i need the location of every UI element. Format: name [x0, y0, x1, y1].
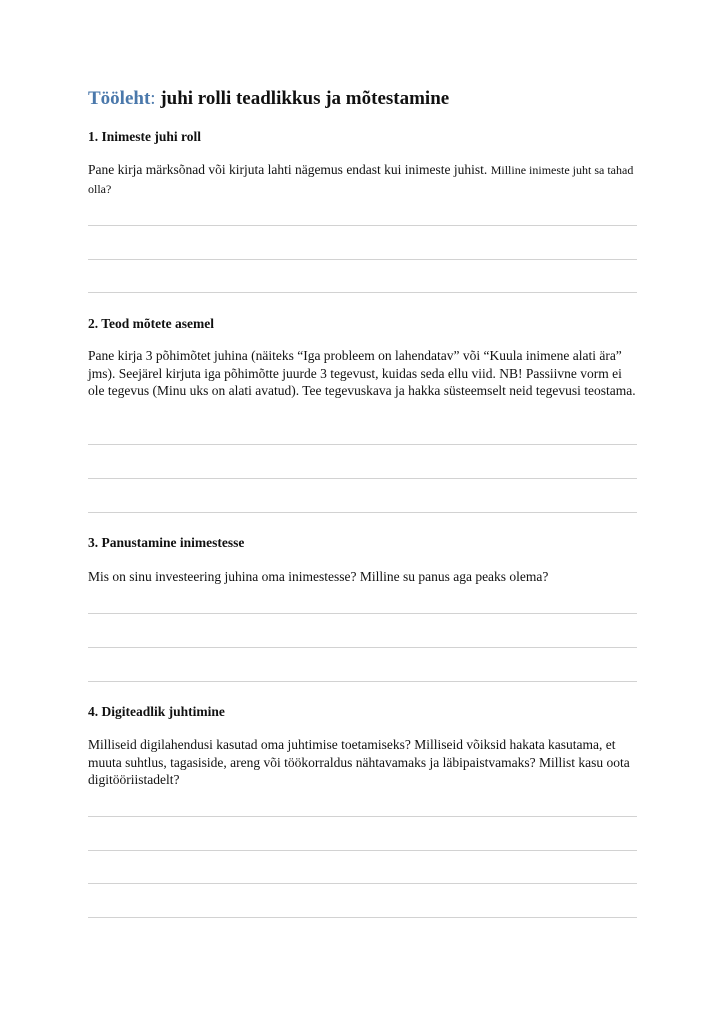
section-1	[88, 128, 637, 196]
answer-line[interactable]	[88, 647, 637, 648]
answer-line[interactable]	[88, 681, 637, 682]
section-prompt: Pane kirja 3 põhimõtet juhina (näiteks “Iga probleem on lahendatav” või “Kuula inimene alati ära” jms). Seejärel kirjuta iga põhimõtte juurde 3 tegevust, kuidas seda ellu viid. NB! Passiivne vorm ei ole tegevus (Minu uks on alati avatud). Tee tegevuskava ja hakka süsteemselt neid tegevusi teostama.	[88, 348, 636, 398]
answer-line[interactable]	[88, 613, 637, 614]
title-colon: :	[150, 88, 156, 109]
section-heading: 1. Inimeste juhi roll	[88, 129, 202, 144]
answer-line[interactable]	[88, 478, 637, 479]
section-heading: 3. Panustamine inimestesse	[88, 535, 245, 550]
section-prompt: Mis on sinu investeering juhina oma inimestesse? Milline su panus aga peaks olema?	[88, 569, 549, 584]
answer-line[interactable]	[88, 225, 637, 226]
section-prompt: Milliseid digilahendusi kasutad oma juhtimise toetamiseks? Milliseid võiksid hakata kasutama, et muuta suhtlus, tagasiside, areng või töökorraldus nähtavamaks ja läbipaistvamaks? Millist kasu oota digitööriistadelt?	[88, 737, 630, 787]
prompt-main: Pane kirja märksõnad või kirjuta lahti nägemus endast kui inimeste juhist.	[88, 162, 488, 177]
section-heading: 4. Digiteadlik juhtimine	[88, 704, 225, 719]
answer-line[interactable]	[88, 444, 637, 445]
section-prompt	[88, 161, 637, 198]
section-heading: 2. Teod mõtete asemel	[88, 316, 214, 331]
title-text: juhi rolli teadlikkus ja mõtestamine	[155, 88, 450, 109]
answer-line[interactable]	[88, 259, 637, 260]
answer-line[interactable]	[88, 850, 637, 851]
answer-line[interactable]	[88, 512, 637, 513]
section-3	[88, 534, 637, 584]
title-accent: Tööleht	[88, 88, 151, 109]
answer-line[interactable]	[88, 816, 637, 817]
prompt-small: Milline inimeste juht sa tahad olla?	[88, 163, 634, 196]
section-4	[88, 703, 637, 787]
page-title	[88, 86, 648, 112]
answer-line[interactable]	[88, 292, 637, 293]
section-2	[88, 315, 637, 398]
answer-line[interactable]	[88, 917, 637, 918]
answer-line[interactable]	[88, 883, 637, 884]
